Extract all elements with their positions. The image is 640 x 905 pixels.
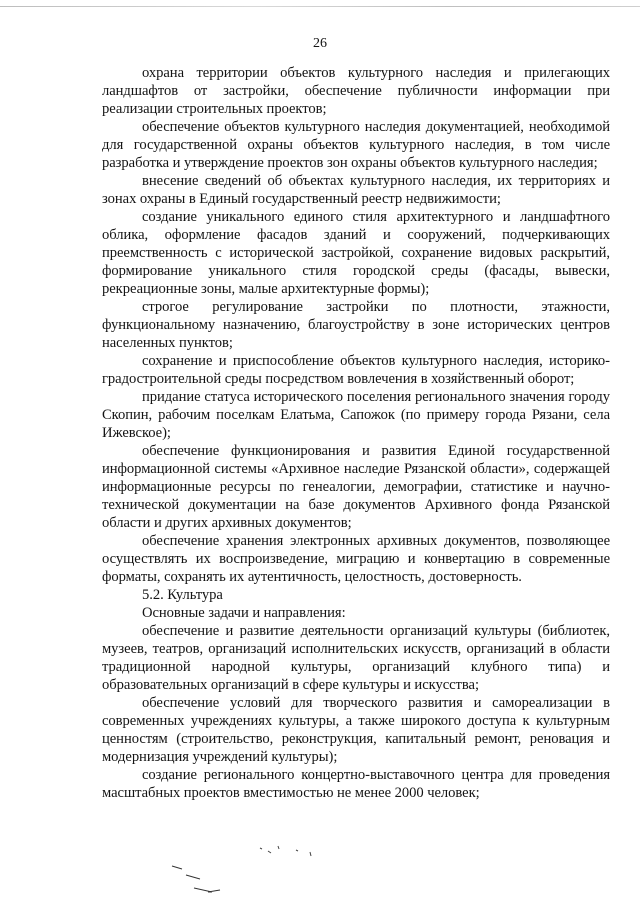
paragraph-main-tasks: Основные задачи и направления: [142, 605, 346, 621]
document-body [102, 64, 610, 802]
paragraph-registry-entry: внесение сведений об объектах культурного наследия, их территориях и зонах охраны в Единый государственный реестр недвижимости; [102, 173, 610, 207]
page-number: 26 [313, 36, 327, 51]
paragraph-unified-style: создание уникального единого стиля архитектурного и ландшафтного облика, оформление фасадов зданий и сооружений, подчеркивающих преемственность с исторической застройкой, сохранение видовых раскрытий, формирование уникального стиля городской среды (фасады, вывески, рекреационные зоны, малые архитектурные формы); [102, 209, 610, 297]
scan-top-edge [0, 6, 640, 7]
paragraph-historic-settlement-status: придание статуса исторического поселения регионального значения городу Скопин, рабочим поселкам Елатьма, Сапожок (по примеру города Рязани, села Ижевское); [102, 389, 610, 441]
paragraph-preservation-adaptation: сохранение и приспособление объектов культурного наследия, историко-градостроительной среды посредством вовлечения в хозяйственный оборот; [102, 353, 610, 387]
paragraph-heritage-protection: охрана территории объектов культурного наследия и прилегающих ландшафтов от застройки, обеспечение публичности информации при реализации строительных проектов; [102, 65, 610, 117]
paragraph-building-regulation: строгое регулирование застройки по плотности, этажности, функциональному назначению, благоустройству в зоне исторических центров населенных пунктов; [102, 299, 610, 351]
paragraph-concert-center: создание регионального концертно-выставочного центра для проведения масштабных проектов вместимостью не менее 2000 человек; [102, 767, 610, 801]
scan-pen-marks [150, 842, 370, 902]
paragraph-archive-information-system: обеспечение функционирования и развития Единой государственной информационной системы «Архивное наследие Рязанской области», содержащей информационные ресурсы по генеалогии, демографии, статистике и научно-технической документации на базе документов Архивного фонда Рязанской области и других архивных документов; [102, 443, 610, 531]
section-heading-culture: 5.2. Культура [142, 587, 223, 603]
paragraph-creative-development: обеспечение условий для творческого развития и самореализации в современных учреждениях культуры, а также широкого доступа к культурным ценностям (строительство, реконструкция, капитальный ремонт, реновация и модернизация учреждений культуры); [102, 695, 610, 765]
paragraph-electronic-storage: обеспечение хранения электронных архивных документов, позволяющее осуществлять их воспроизведение, миграцию и конвертацию в современные форматы, сохранять их аутентичность, целостность, достоверность. [102, 533, 610, 585]
paragraph-heritage-documentation: обеспечение объектов культурного наследия документацией, необходимой для государственной охраны объектов культурного наследия, в том числе разработка и утверждение проектов зон охраны объектов культурного наследия; [102, 119, 610, 171]
paragraph-culture-organizations: обеспечение и развитие деятельности организаций культуры (библиотек, музеев, театров, организаций исполнительских искусств, организаций в области традиционной народной культуры, организаций клубного типа) и образовательных организаций в сфере культуры и искусства; [102, 623, 610, 693]
